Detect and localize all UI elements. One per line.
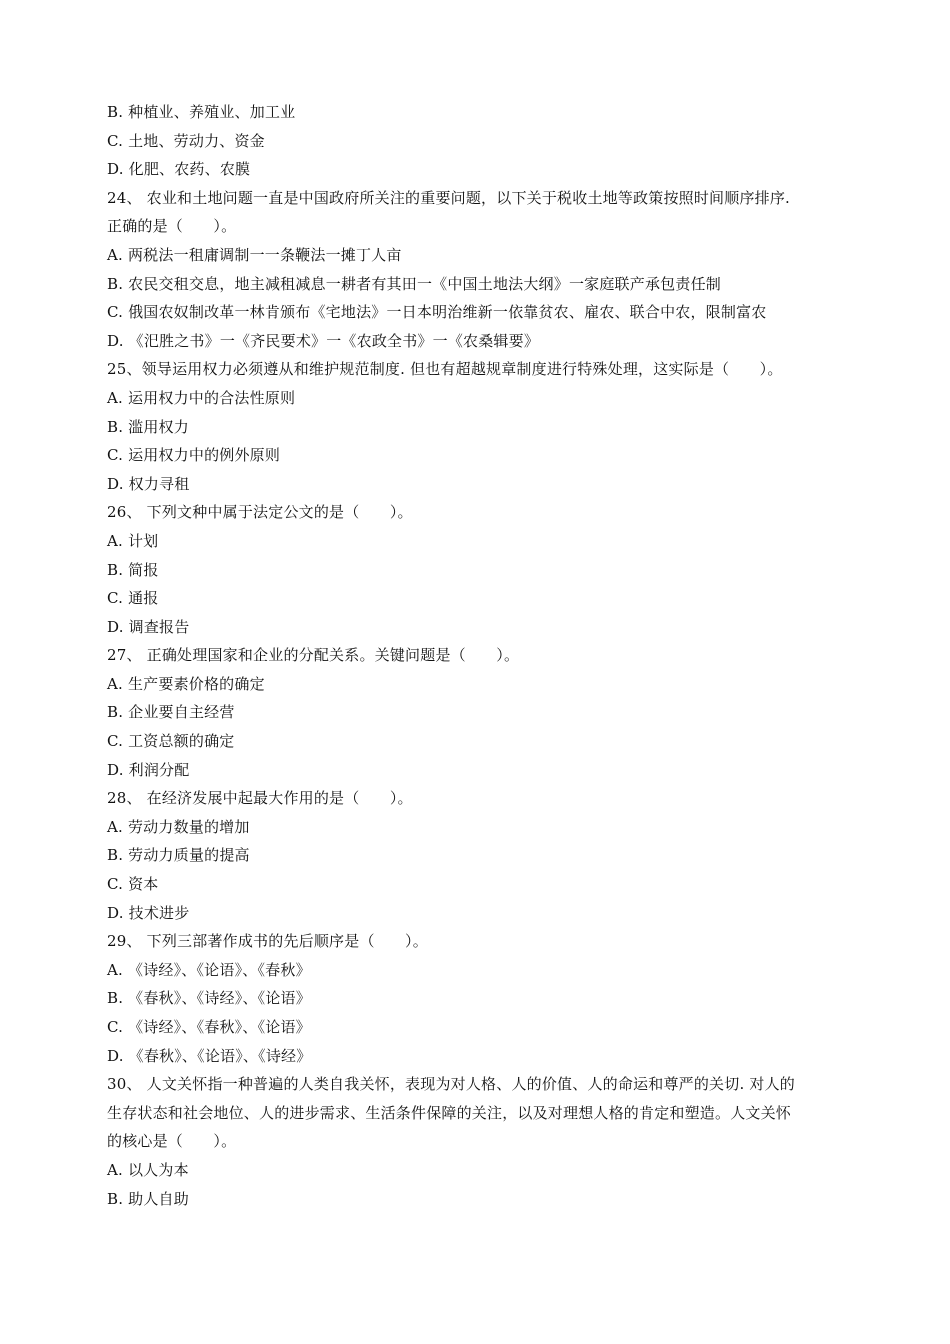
option-28-b: B. 劳动力质量的提高	[107, 846, 250, 865]
option-26-b: B. 简报	[107, 560, 159, 579]
option-30-b: B. 助人自助	[107, 1189, 189, 1208]
option-25-d: D. 权力寻租	[107, 474, 190, 493]
option-24-b: B. 农民交租交息，地主减租减息一耕者有其田一《中国土地法大纲》一家庭联产承包责任制	[107, 274, 721, 293]
question-26: 26、 下列文种中属于法定公文的是（ ）。	[107, 503, 413, 522]
option-29-c: C. 《诗经》、《春秋》、《论语》	[107, 1018, 311, 1036]
question-29: 29、 下列三部著作成书的先后顺序是（ ）。	[107, 932, 428, 951]
question-30-cont-1: 生存状态和社会地位、人的进步需求、生活条件保障的关注，以及对理想人格的肯定和塑造。人文关怀	[107, 1103, 792, 1122]
option-23-c: C. 土地、劳动力、资金	[107, 131, 265, 150]
option-28-a: A. 劳动力数量的增加	[107, 817, 250, 836]
option-30-a: A. 以人为本	[107, 1160, 189, 1179]
option-27-c: C. 工资总额的确定	[107, 732, 235, 751]
option-29-d: D. 《春秋》、《论语》、《诗经》	[107, 1046, 312, 1065]
option-28-d: D. 技术进步	[107, 903, 190, 922]
question-28: 28、 在经济发展中起最大作用的是（ ）。	[107, 789, 413, 808]
option-24-c: C. 俄国农奴制改革一林肯颁布《宅地法》一日本明治维新一依靠贫农、雇农、联合中农，限制富农	[107, 303, 767, 322]
option-28-c: C. 资本	[107, 875, 159, 894]
option-27-a: A. 生产要素价格的确定	[107, 674, 265, 693]
question-24-cont: 正确的是（ ）。	[107, 217, 237, 236]
option-29-a: A. 《诗经》、《论语》、《春秋》	[107, 960, 311, 979]
question-24: 24、 农业和土地问题一直是中国政府所关注的重要问题，以下关于税收土地等政策按照时间顺序排序.	[107, 188, 791, 207]
option-26-d: D. 调查报告	[107, 617, 190, 636]
question-27: 27、 正确处理国家和企业的分配关系。关键问题是（ ）。	[107, 646, 520, 665]
option-27-d: D. 利润分配	[107, 760, 190, 779]
option-27-b: B. 企业要自主经营	[107, 703, 235, 722]
option-26-a: A. 计划	[107, 531, 159, 550]
option-25-a: A. 运用权力中的合法性原则	[107, 388, 296, 407]
option-23-b: B. 种植业、养殖业、加工业	[107, 103, 296, 121]
question-30: 30、 人文关怀指一种普遍的人类自我关怀，表现为对人格、人的价值、人的命运和尊严的关切. 对人的	[107, 1075, 795, 1094]
option-25-c: C. 运用权力中的例外原则	[107, 446, 281, 465]
option-29-b: B. 《春秋》、《诗经》、《论语》	[107, 989, 311, 1008]
option-24-a: A. 两税法一租庸调制一一条鞭法一摊丁人亩	[107, 245, 402, 264]
option-26-c: C. 通报	[107, 589, 159, 608]
option-24-d: D. 《汜胜之书》一《齐民要术》一《农政全书》一《农桑辑要》	[107, 331, 540, 350]
question-list	[107, 98, 842, 1213]
question-25: 25、领导运用权力必须遵从和维护规范制度. 但也有超越规章制度进行特殊处理，这实际是（ ）。	[107, 360, 783, 379]
option-23-d: D. 化肥、农药、农膜	[107, 160, 251, 179]
option-25-b: B. 滥用权力	[107, 417, 189, 436]
question-30-cont-2: 的核心是（ ）。	[107, 1132, 237, 1151]
